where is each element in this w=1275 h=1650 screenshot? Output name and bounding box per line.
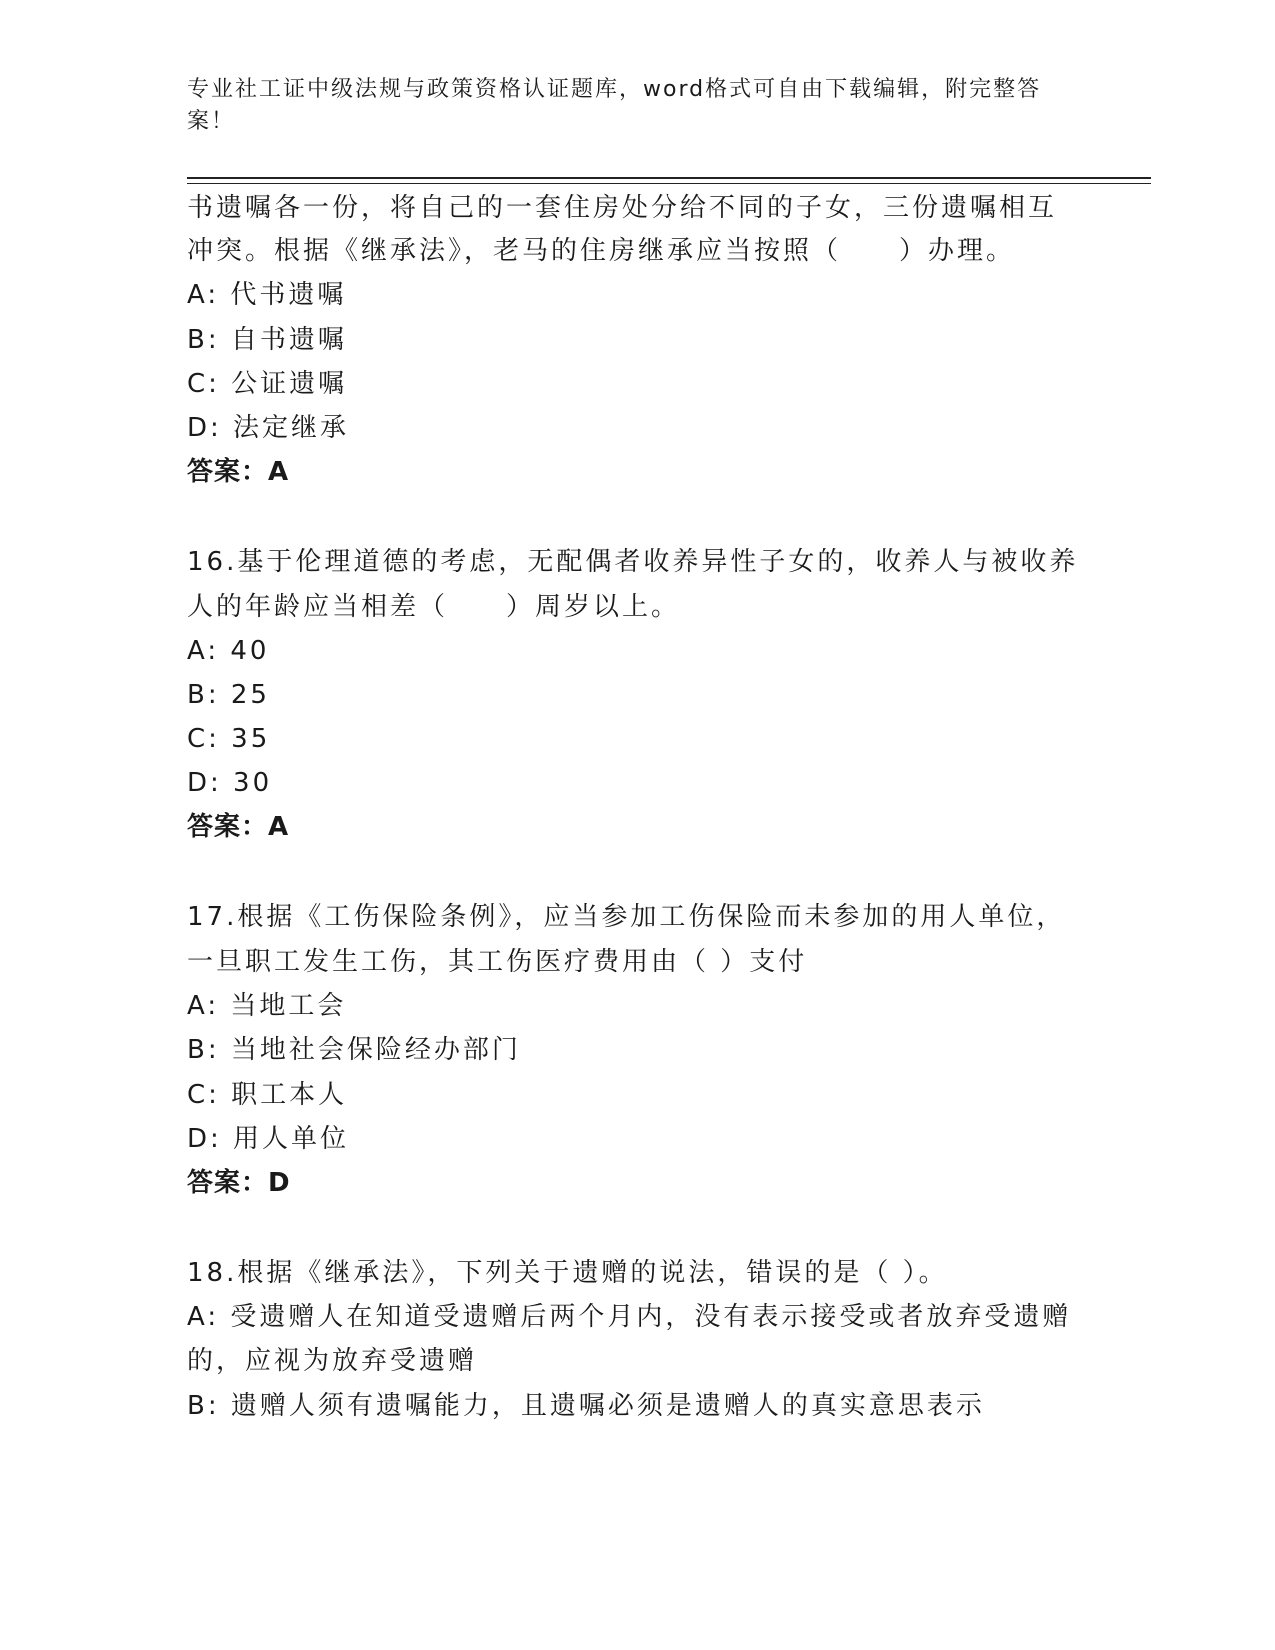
q15-option-a: A: 代书遗嘱 [187,280,347,310]
q15-stem-line2: 冲突。根据《继承法》，老马的住房继承应当按照（ ）办理。 [187,236,1016,266]
q16-option-c: C: 35 [187,724,271,754]
header-rule-thick [187,177,1151,179]
q18-option-a-line2: 的，应视为放弃受遗赠 [187,1346,478,1376]
q15-option-d: D: 法定继承 [187,413,350,443]
q15-stem-line1: 书遗嘱各一份，将自己的一套住房处分给不同的子女，三份遗嘱相互 [187,193,1058,223]
q16-answer: 答案：A [187,812,290,842]
q15-answer: 答案：A [187,457,290,487]
q18-stem-line1: 18.根据《继承法》，下列关于遗赠的说法，错误的是（ ）。 [187,1258,948,1288]
q18-option-b: B: 遗赠人须有遗嘱能力，且遗嘱必须是遗赠人的真实意思表示 [187,1391,985,1421]
header-rule-thin [187,183,1151,184]
q17-stem-line1: 17.根据《工伤保险条例》，应当参加工伤保险而未参加的用人单位， [187,902,1066,932]
q17-option-b: B: 当地社会保险经办部门 [187,1035,521,1065]
q16-option-a: A: 40 [187,636,270,666]
q15-option-c: C: 公证遗嘱 [187,369,348,399]
q17-option-c: C: 职工本人 [187,1080,348,1110]
q17-option-d: D: 用人单位 [187,1124,350,1154]
q16-stem-line1: 16.基于伦理道德的考虑，无配偶者收养异性子女的，收养人与被收养 [187,547,1079,577]
page-header-text: 专业社工证中级法规与政策资格认证题库，word格式可自由下载编辑，附完整答案！ [187,77,1042,134]
q16-option-b: B: 25 [187,680,270,710]
q18-option-a-line1: A: 受遗赠人在知道受遗赠后两个月内，没有表示接受或者放弃受遗赠 [187,1302,1072,1332]
q17-answer: 答案：D [187,1168,291,1198]
q16-stem-line2: 人的年龄应当相差（ ）周岁以上。 [187,592,681,622]
q16-option-d: D: 30 [187,768,273,798]
q15-option-b: B: 自书遗嘱 [187,325,347,355]
q17-stem-line2: 一旦职工发生工伤，其工伤医疗费用由（ ）支付 [187,947,808,977]
q17-option-a: A: 当地工会 [187,991,347,1021]
